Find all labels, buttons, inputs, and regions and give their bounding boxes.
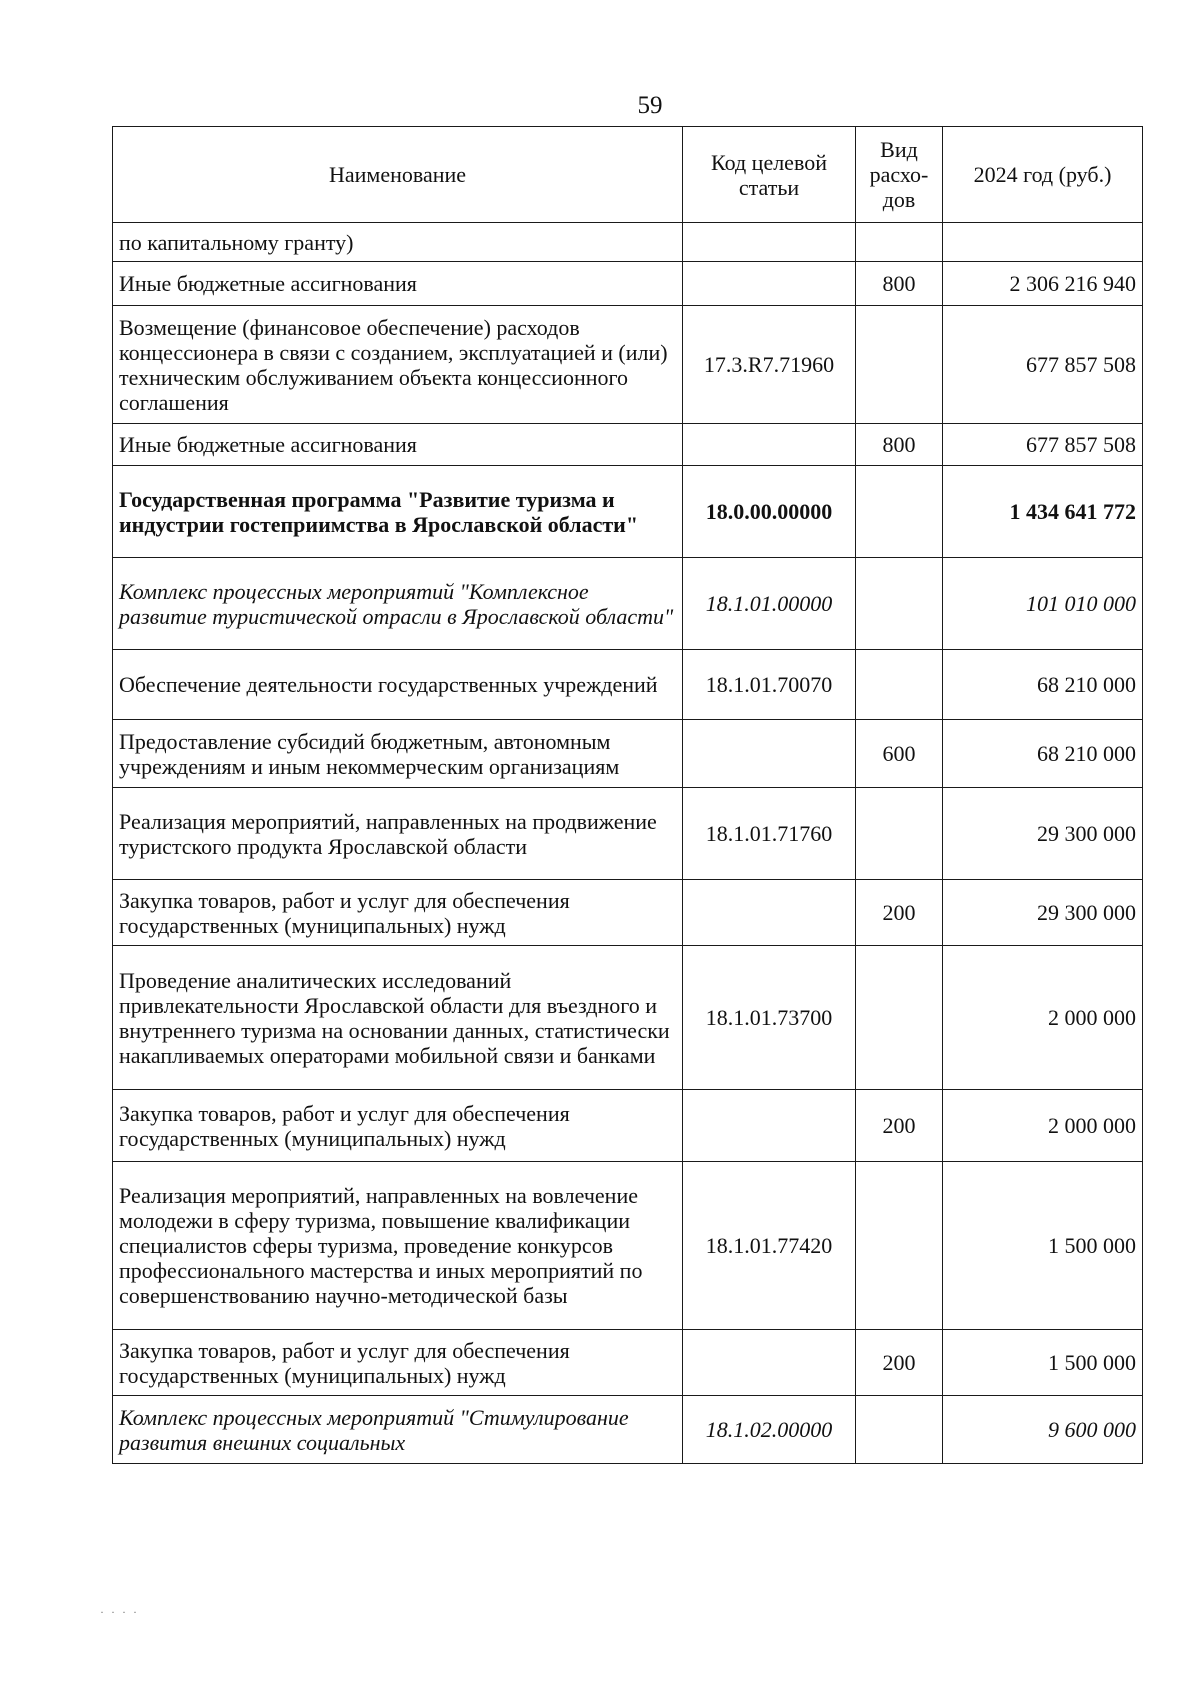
table-row <box>113 1162 1143 1330</box>
budget-table <box>112 126 1143 1464</box>
row-name-cell: Комплекс процессных мероприятий "Стимулирование развития внешних социальных <box>113 1396 683 1464</box>
row-code-cell <box>683 1330 856 1396</box>
page-number: 59 <box>637 92 663 119</box>
row-code-cell <box>683 1090 856 1162</box>
row-name-cell: Закупка товаров, работ и услуг для обеспечения государственных (муниципальных) нужд <box>113 1330 683 1396</box>
row-code-cell: 18.1.01.71760 <box>683 788 856 880</box>
table-row <box>113 880 1143 946</box>
table-row <box>113 1330 1143 1396</box>
row-sum-cell: 2 000 000 <box>943 946 1143 1090</box>
row-type-cell: 800 <box>856 262 943 306</box>
row-name-cell: Закупка товаров, работ и услуг для обеспечения государственных (муниципальных) нужд <box>113 880 683 946</box>
row-type-cell <box>856 788 943 880</box>
header-sum: 2024 год (руб.) <box>943 127 1143 223</box>
table-row <box>113 262 1143 306</box>
table-body <box>113 223 1143 1464</box>
row-type-cell: 800 <box>856 424 943 466</box>
row-code-cell: 18.1.01.70070 <box>683 650 856 720</box>
row-name-cell: Обеспечение деятельности государственных учреждений <box>113 650 683 720</box>
row-sum-cell <box>943 223 1143 262</box>
row-code-cell: 18.0.00.00000 <box>683 466 856 558</box>
row-type-cell <box>856 466 943 558</box>
table-row <box>113 720 1143 788</box>
row-code-cell <box>683 424 856 466</box>
row-name-cell: Закупка товаров, работ и услуг для обеспечения государственных (муниципальных) нужд <box>113 1090 683 1162</box>
row-sum-cell: 677 857 508 <box>943 424 1143 466</box>
row-type-cell <box>856 223 943 262</box>
table-row <box>113 1090 1143 1162</box>
row-sum-cell: 1 500 000 <box>943 1330 1143 1396</box>
row-code-cell <box>683 720 856 788</box>
row-code-cell: 18.1.01.00000 <box>683 558 856 650</box>
row-sum-cell: 101 010 000 <box>943 558 1143 650</box>
row-sum-cell: 68 210 000 <box>943 650 1143 720</box>
row-code-cell <box>683 880 856 946</box>
row-type-cell <box>856 946 943 1090</box>
row-type-cell: 600 <box>856 720 943 788</box>
row-type-cell <box>856 558 943 650</box>
row-name-cell: Иные бюджетные ассигнования <box>113 424 683 466</box>
row-sum-cell: 29 300 000 <box>943 788 1143 880</box>
row-type-cell: 200 <box>856 1330 943 1396</box>
row-sum-cell: 29 300 000 <box>943 880 1143 946</box>
row-name-cell: Реализация мероприятий, направленных на вовлечение молодежи в сферу туризма, повышение квалификации специалистов сферы туризма, проведение конкурсов профессионального мастерства и иных мероприятий по совершенствованию научно-методической базы <box>113 1162 683 1330</box>
row-name-cell: Возмещение (финансовое обеспечение) расходов концессионера в связи с созданием, эксплуатацией и (или) техническим обслуживанием объекта концессионного соглашения <box>113 306 683 424</box>
row-name-cell: Государственная программа "Развитие туризма и индустрии гостеприимства в Ярославской области" <box>113 466 683 558</box>
table-row <box>113 466 1143 558</box>
table-row <box>113 788 1143 880</box>
header-name: Наименование <box>113 127 683 223</box>
row-name-cell: Проведение аналитических исследований привлекательности Ярославской области для въездного и внутреннего туризма на основании данных, статистически накапливаемых операторами мобильной связи и банками <box>113 946 683 1090</box>
row-sum-cell: 9 600 000 <box>943 1396 1143 1464</box>
table-row <box>113 1396 1143 1464</box>
row-sum-cell: 1 434 641 772 <box>943 466 1143 558</box>
row-sum-cell: 2 000 000 <box>943 1090 1143 1162</box>
row-sum-cell: 1 500 000 <box>943 1162 1143 1330</box>
table-row <box>113 946 1143 1090</box>
row-sum-cell: 677 857 508 <box>943 306 1143 424</box>
row-type-cell <box>856 306 943 424</box>
row-type-cell <box>856 1396 943 1464</box>
table-row <box>113 223 1143 262</box>
table-row <box>113 558 1143 650</box>
table-row <box>113 424 1143 466</box>
table-row <box>113 306 1143 424</box>
row-sum-cell: 68 210 000 <box>943 720 1143 788</box>
scan-artifact: · · · · <box>100 1605 139 1619</box>
row-sum-cell: 2 306 216 940 <box>943 262 1143 306</box>
header-type: Вид расхо-дов <box>856 127 943 223</box>
row-code-cell: 18.1.02.00000 <box>683 1396 856 1464</box>
row-name-cell: Комплекс процессных мероприятий "Комплексное развитие туристической отрасли в Ярославской области" <box>113 558 683 650</box>
row-code-cell <box>683 223 856 262</box>
table-row <box>113 650 1143 720</box>
row-code-cell: 17.3.R7.71960 <box>683 306 856 424</box>
row-type-cell: 200 <box>856 880 943 946</box>
row-type-cell <box>856 1162 943 1330</box>
row-type-cell <box>856 650 943 720</box>
row-name-cell: Предоставление субсидий бюджетным, автономным учреждениям и иным некоммерческим организациям <box>113 720 683 788</box>
row-name-cell: Реализация мероприятий, направленных на продвижение туристского продукта Ярославской области <box>113 788 683 880</box>
header-code: Код целевой статьи <box>683 127 856 223</box>
row-name-cell: по капитальному гранту) <box>113 223 683 262</box>
row-code-cell: 18.1.01.77420 <box>683 1162 856 1330</box>
row-code-cell <box>683 262 856 306</box>
row-type-cell: 200 <box>856 1090 943 1162</box>
row-name-cell: Иные бюджетные ассигнования <box>113 262 683 306</box>
table-header-row <box>113 127 1143 223</box>
row-code-cell: 18.1.01.73700 <box>683 946 856 1090</box>
